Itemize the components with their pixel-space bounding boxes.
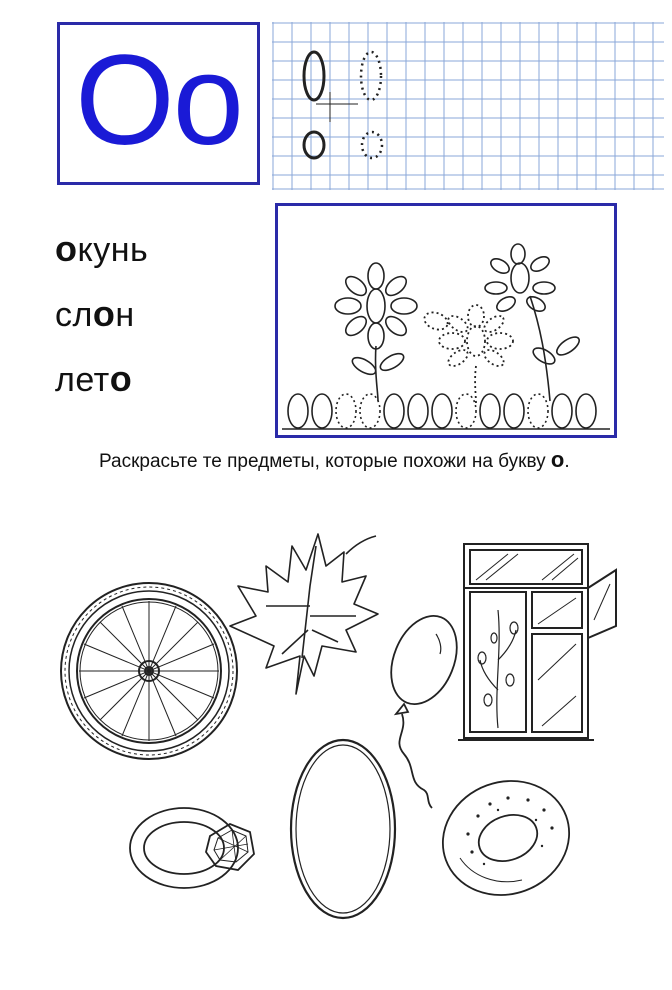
window-icon[interactable] xyxy=(458,540,628,746)
flower-icon xyxy=(278,206,614,435)
wheel-icon[interactable] xyxy=(58,580,240,762)
word-prefix: лет xyxy=(55,361,110,399)
word-highlight: о xyxy=(109,358,133,399)
trace-big-o xyxy=(304,52,324,100)
instruction-letter: о xyxy=(550,447,565,472)
writing-practice-grid xyxy=(272,22,664,190)
word-highlight: о xyxy=(55,228,78,269)
ring-icon[interactable] xyxy=(126,796,266,896)
flower-picture-frame xyxy=(275,203,617,438)
instruction-end: . xyxy=(564,451,570,472)
word-rest: н xyxy=(115,296,135,334)
word-prefix: сл xyxy=(55,296,93,334)
instruction-text xyxy=(55,446,595,476)
instruction-body: Раскрасьте те предметы, которые похожи на букву xyxy=(99,451,551,472)
maple-leaf-icon[interactable] xyxy=(226,526,386,696)
bagel-icon[interactable] xyxy=(438,776,574,900)
word-leto xyxy=(55,358,132,400)
word-slon xyxy=(55,293,135,335)
word-highlight: о xyxy=(92,293,116,334)
letter-box xyxy=(57,22,260,185)
trace-big-o-dotted xyxy=(361,52,381,100)
trace-small-o xyxy=(304,132,324,158)
trace-small-o-dotted xyxy=(362,132,382,158)
letter-pair: Оо xyxy=(75,28,242,172)
oval-icon[interactable] xyxy=(286,736,400,922)
word-okun xyxy=(55,228,148,270)
word-rest: кунь xyxy=(77,231,149,269)
